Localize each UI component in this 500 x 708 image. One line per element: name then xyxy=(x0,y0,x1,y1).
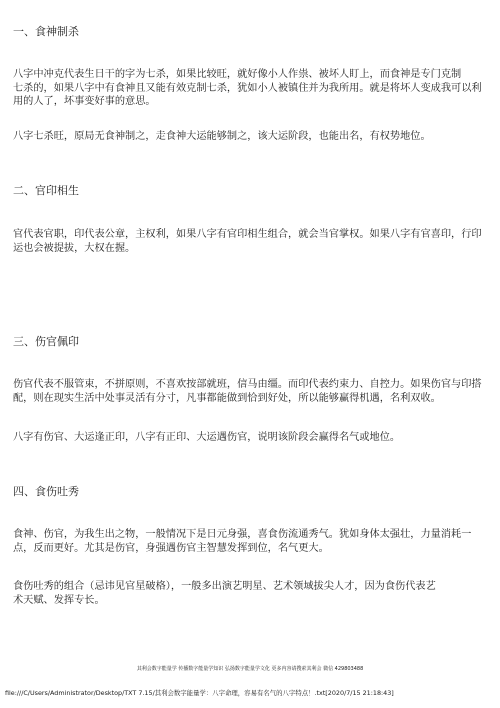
text-line: 八字有伤官、大运逢正印，八字有正印、大运遇伤官，说明该阶段会赢得名气或地位。 xyxy=(13,432,401,443)
section-2-paragraph-1 xyxy=(13,228,487,255)
section-4-paragraph-1 xyxy=(13,528,487,555)
text-line: 点，反而更好。尤其是伤官，身强遇伤官主智慧发挥到位，名气更大。 xyxy=(13,542,329,554)
text-line: 八字中冲克代表生日干的字为七杀，如果比较旺，就好像小人作祟、被坏人盯上，而食神是专门克制 xyxy=(13,69,462,80)
section-heading-3: 三、伤官佩印 xyxy=(13,335,79,348)
section-1-paragraph-1 xyxy=(13,68,487,109)
text-line: 官代表官职，印代表公章，主权利，如果八字有官印相生组合，就会当官掌权。如果八字有官喜印，行印 xyxy=(13,229,482,240)
section-heading-2: 二、官印相生 xyxy=(13,184,79,197)
text-line: 食神、伤官，为我生出之物，一般情况下是日元身强，喜食伤流通秀气。犹如身体太强壮，力量消耗一 xyxy=(13,529,472,540)
text-line: 八字七杀旺，原局无食神制之，走食神大运能够制之，该大运阶段，也能出名，有权势地位。 xyxy=(13,131,431,142)
text-line: 七杀的，如果八字中有食神且又能有效克制七杀，犹如小人被镇住并为我所用。就是将坏人变成我可以利 xyxy=(13,82,482,94)
text-line: 运也会被提拔，大权在握。 xyxy=(13,242,136,254)
section-3-paragraph-2 xyxy=(13,431,487,445)
page-footer: 其利会数字能量学 传播数字能量学知识 弘扬数字能量学文化 更多内容请搜索其利会 微信 429803488 xyxy=(136,666,364,672)
section-1-paragraph-2 xyxy=(13,130,487,144)
file-path-footer: file:///C/Users/Administrator/Desktop/TXT 7.15/其利会数字能量学：八字命理，容易有名气的八字特点！.txt[2020/7/15 21:18:43] xyxy=(5,689,394,697)
text-line: 伤官代表不服管束，不拼原则，不喜欢按部就班，信马由缰。而印代表约束力、自控力。如果伤官与印搭 xyxy=(13,379,482,390)
section-heading-1: 一、食神制杀 xyxy=(13,25,79,38)
section-3-paragraph-1 xyxy=(13,378,487,405)
text-line: 用的人了，坏事变好事的意思。 xyxy=(13,96,156,107)
section-4-paragraph-2 xyxy=(13,580,487,607)
text-line: 配，则在现实生活中处事灵活有分寸，凡事都能做到恰到好处，所以能够赢得机遇，名利双收。 xyxy=(13,392,441,404)
text-line: 食伤吐秀的组合（忌讳见官星破格），一般多出演艺明星、艺术领域拔尖人才，因为食伤代表艺 xyxy=(13,581,436,592)
text-line: 术天赋、发挥专长。 xyxy=(13,594,105,606)
section-heading-4: 四、食伤吐秀 xyxy=(13,485,79,498)
